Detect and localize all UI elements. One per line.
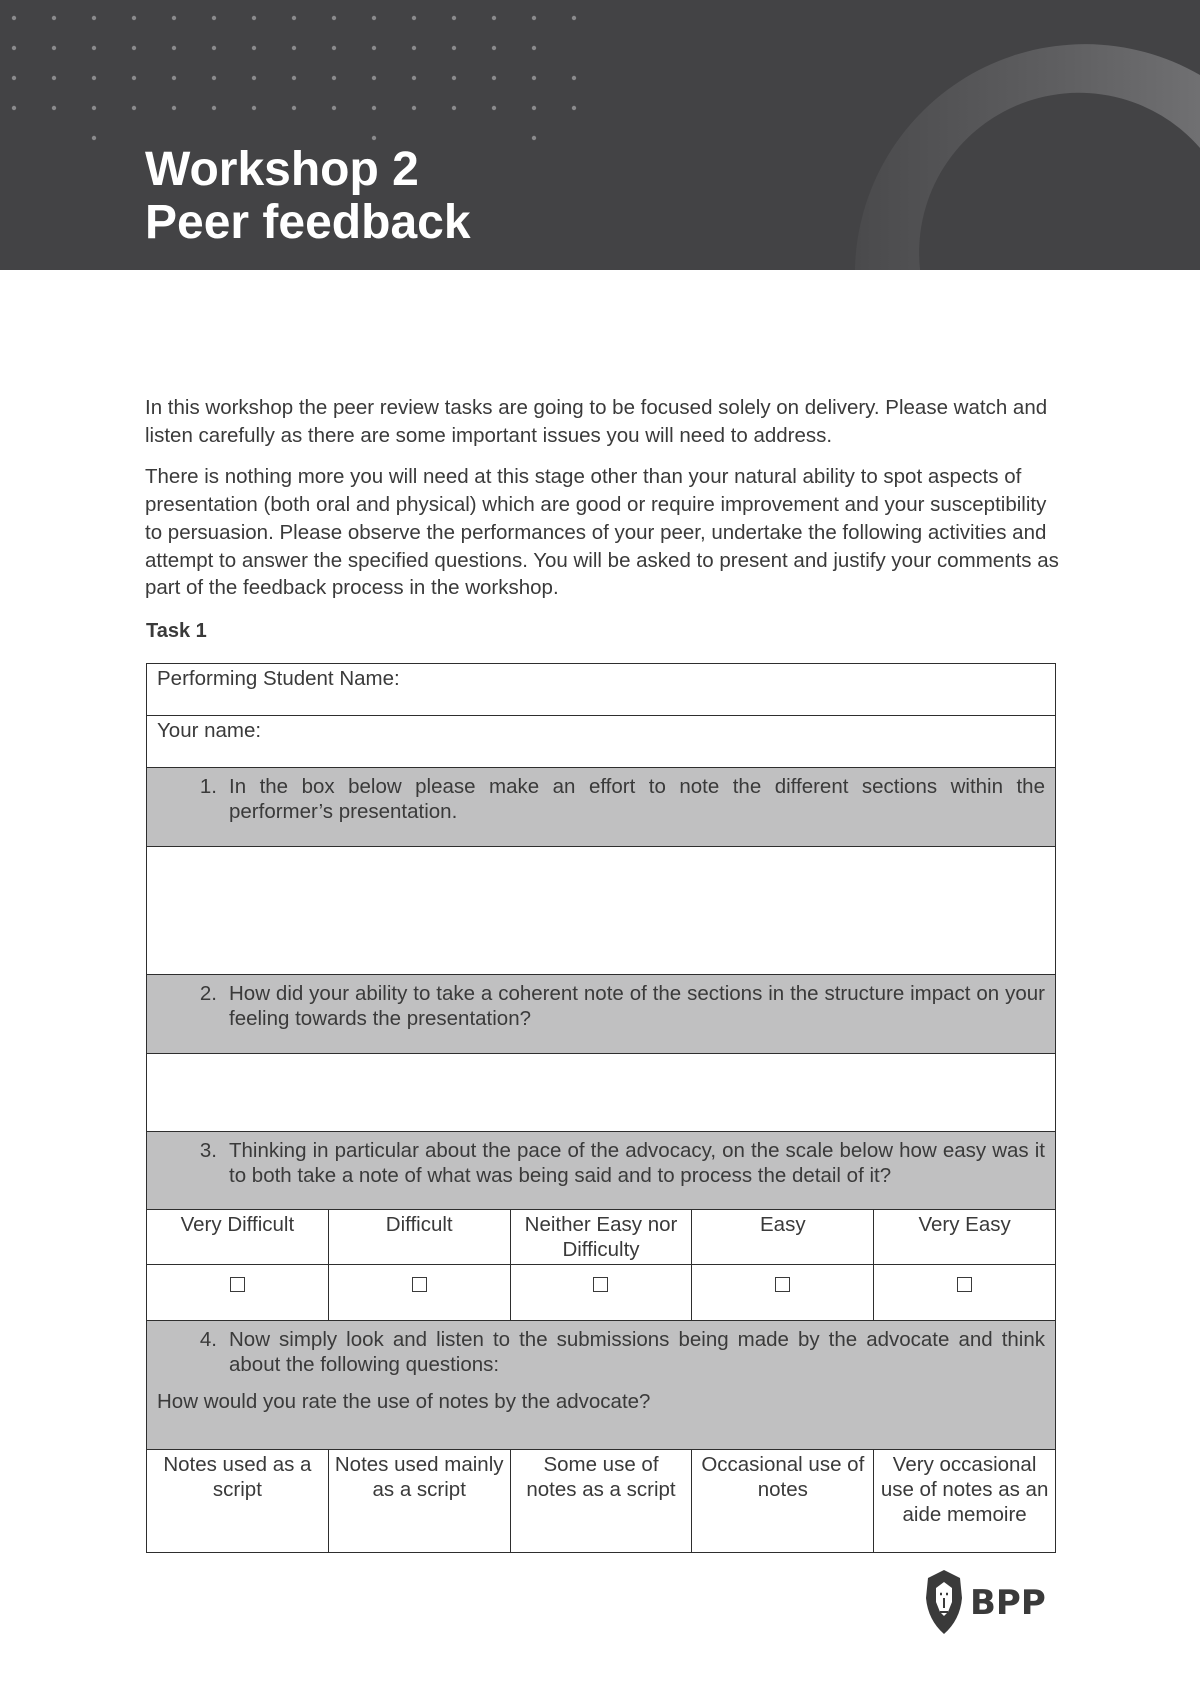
performing-student-label: Performing Student Name:: [157, 667, 400, 690]
notes-option-label: Very occasional use of notes as an aide memoire: [874, 1450, 1056, 1553]
intro-text: [145, 394, 1065, 616]
question-2: [147, 975, 1056, 1054]
scale-option-label: Very Difficult: [147, 1210, 329, 1265]
title-line-2: Peer feedback: [145, 196, 471, 249]
question-number: 3.: [199, 1139, 217, 1162]
question-1: [147, 768, 1056, 847]
intro-paragraph-1: In this workshop the peer review tasks are going to be focused solely on delivery. Please watch and listen carefully as there are some important issues you will need to address.: [145, 396, 1048, 447]
feedback-form: [146, 663, 1056, 1553]
decorative-dots: [0, 0, 600, 150]
easy-checkbox[interactable]: [775, 1277, 790, 1292]
scale-option-label: Neither Easy nor Difficulty: [510, 1210, 692, 1265]
logo-text: BPP: [970, 1583, 1046, 1623]
question-text: Thinking in particular about the pace of the advocacy, on the scale below how easy was it to both take a note of what was being said and to process the detail of it?: [229, 1139, 1045, 1187]
answer-box-2[interactable]: [147, 1054, 1056, 1132]
difficult-checkbox[interactable]: [412, 1277, 427, 1292]
answer-box-1[interactable]: [147, 847, 1056, 975]
bpp-logo: [922, 1568, 1058, 1638]
very-difficult-checkbox[interactable]: [230, 1277, 245, 1292]
question-number: 2.: [199, 982, 217, 1005]
intro-paragraph-2: There is nothing more you will need at this stage other than your natural ability to spot aspects of presentation (both oral and physical) which are good or require improvement and your susceptibility to persuasion. Please observe the performances of your peer, undertake the following activities and attempt to answer the specified questions. You will be asked to present and justify your comments as part of the feedback process in the workshop.: [145, 465, 1059, 600]
notes-option-label: Notes used as a script: [147, 1450, 329, 1553]
title-line-1: Workshop 2: [145, 143, 419, 196]
question-number: 1.: [199, 775, 217, 798]
performing-student-name-field[interactable]: [147, 664, 1056, 716]
question-number: 4.: [199, 1328, 217, 1351]
notes-option-label: Some use of notes as a script: [510, 1450, 692, 1553]
header-banner: [0, 0, 1200, 270]
your-name-field[interactable]: [147, 716, 1056, 768]
task-heading: Task 1: [146, 620, 207, 642]
very-easy-checkbox[interactable]: [957, 1277, 972, 1292]
question-text: In the box below please make an effort to note the different sections within the performer’s presentation.: [229, 775, 1045, 823]
notes-option-label: Notes used mainly as a script: [328, 1450, 510, 1553]
page-title: [145, 143, 471, 249]
your-name-label: Your name:: [157, 719, 262, 742]
scale-option-label: Difficult: [328, 1210, 510, 1265]
notes-option-label: Occasional use of notes: [692, 1450, 874, 1553]
question-3: [147, 1132, 1056, 1210]
scale-option-label: Easy: [692, 1210, 874, 1265]
scale-option-label: Very Easy: [874, 1210, 1056, 1265]
sub-question: How would you rate the use of notes by the advocate?: [157, 1390, 651, 1413]
question-text: How did your ability to take a coherent note of the sections in the structure impact on your feeling towards the presentation?: [229, 982, 1045, 1030]
question-text: Now simply look and listen to the submissions being made by the advocate and think about the following questions:: [229, 1328, 1045, 1376]
neither-checkbox[interactable]: [593, 1277, 608, 1292]
question-4: [147, 1321, 1056, 1450]
